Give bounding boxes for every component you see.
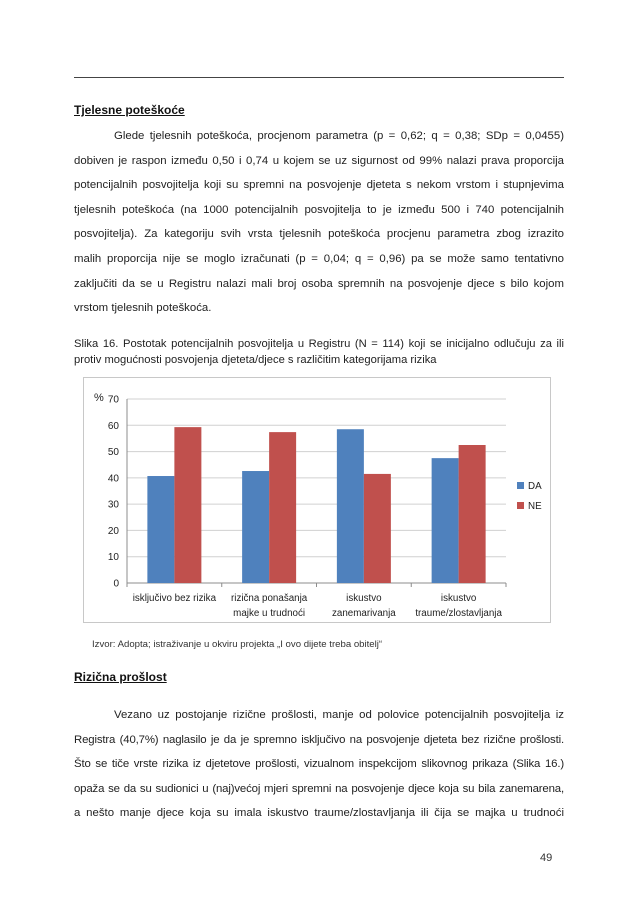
x-tick-label: iskustvo xyxy=(346,593,382,604)
x-tick-label: majke u trudnoći xyxy=(233,608,306,619)
bar-da xyxy=(337,429,364,583)
section-title-risk: Rizična prošlost xyxy=(74,670,167,684)
y-tick-label: 0 xyxy=(113,578,119,590)
x-tick-label: rizična ponašanja xyxy=(231,593,308,604)
paragraph-line: vrstom tjelesnih poteškoća. xyxy=(74,302,212,315)
legend-label: DA xyxy=(528,481,542,492)
bar-da xyxy=(432,458,459,583)
y-tick-label: 60 xyxy=(107,420,119,432)
page-number: 49 xyxy=(540,852,553,864)
x-tick-label: isključivo bez rizika xyxy=(132,593,217,604)
y-tick-label: 70 xyxy=(107,394,119,406)
bar-ne xyxy=(269,432,296,583)
caption-line: protiv mogućnosti posvojenja djeteta/djece s različitim kategorijama rizika xyxy=(74,354,437,366)
y-tick-label: 40 xyxy=(107,473,119,485)
paragraph-line: posvojitelja). Za kategoriju svih vrsta tjelesnih poteškoća procjenu parametra zbog izrazito xyxy=(74,228,564,241)
y-tick-label: 30 xyxy=(107,499,119,511)
paragraph-line: malih proporcija nije se moglo izračunati (p = 0,04; q = 0,96) pa se može samo tentativno xyxy=(74,252,564,265)
section-title-physical: Tjelesne poteškoće xyxy=(74,103,185,117)
y-tick-label: 50 xyxy=(107,447,119,459)
bar-ne xyxy=(174,427,201,583)
figure-source: Izvor: Adopta; istraživanje u okviru projekta „I ovo dijete treba obitelj“ xyxy=(92,639,383,650)
paragraph-line: a nešto manje djece koja su imala iskustvo traume/zlostavljanja ili čija se majka u trudnoći xyxy=(74,807,564,820)
y-tick-label: 20 xyxy=(107,525,119,537)
paragraph-line: potencijalnih posvojitelja koji su spremni na posvojenje djeteta s nekom vrstom i stupnjevima xyxy=(74,179,564,192)
bar-chart xyxy=(83,377,551,623)
y-axis-label: % xyxy=(94,392,104,404)
legend-label: NE xyxy=(528,501,542,512)
bar-ne xyxy=(364,474,391,583)
bar-da xyxy=(242,471,269,583)
y-tick-label: 10 xyxy=(107,552,119,564)
bar-da xyxy=(147,476,174,583)
paragraph-line: Registra (40,7%) naglasilo je da je spremno isključivo na posvojenje djeteta bez rizične prošlosti. xyxy=(74,733,564,746)
header-rule xyxy=(74,77,564,78)
x-tick-label: zanemarivanja xyxy=(332,608,396,619)
paragraph-physical xyxy=(74,124,564,321)
legend-swatch xyxy=(517,482,524,489)
paragraph-line: opaža se da su sudionici u (naj)većoj mjeri spremni na posvojenje djece koja su bila zanemarena, xyxy=(74,782,564,795)
chart-svg xyxy=(84,378,550,622)
x-tick-label: traume/zlostavljanja xyxy=(415,608,502,619)
paragraph-line: Glede tjelesnih poteškoća, procjenom parametra (p = 0,62; q = 0,38; SDp = 0,0455) xyxy=(114,130,564,142)
figure-caption xyxy=(74,336,564,368)
caption-line: Slika 16. Postotak potencijalnih posvojitelja u Registru (N = 114) koji se inicijalno odlučuju za ili xyxy=(74,338,564,350)
x-tick-label: iskustvo xyxy=(440,593,477,604)
paragraph-risk xyxy=(74,703,564,826)
paragraph-line: Vezano uz postojanje rizične prošlosti, manje od polovice potencijalnih posvojitelja iz xyxy=(114,709,564,721)
paragraph-line: Što se tiče vrste rizika iz djetetove prošlosti, vizualnom inspekcijom slikovnog prikaza (Slika 16.) xyxy=(74,758,564,771)
paragraph-line: tjelesnih poteškoća (na 1000 potencijalnih posvojitelja to je između 500 i 740 potencijalnih xyxy=(74,203,564,216)
paragraph-line: dobiven je raspon između 0,50 i 0,74 u kojem se uz sigurnost od 99% nalazi prava proporcija xyxy=(74,154,564,167)
paragraph-line: zaključiti da se u Registru nalazi mali broj osoba spremnih na posvojenje djece s bilo kojom xyxy=(74,277,564,290)
bar-ne xyxy=(459,445,486,583)
legend-swatch xyxy=(517,502,524,509)
